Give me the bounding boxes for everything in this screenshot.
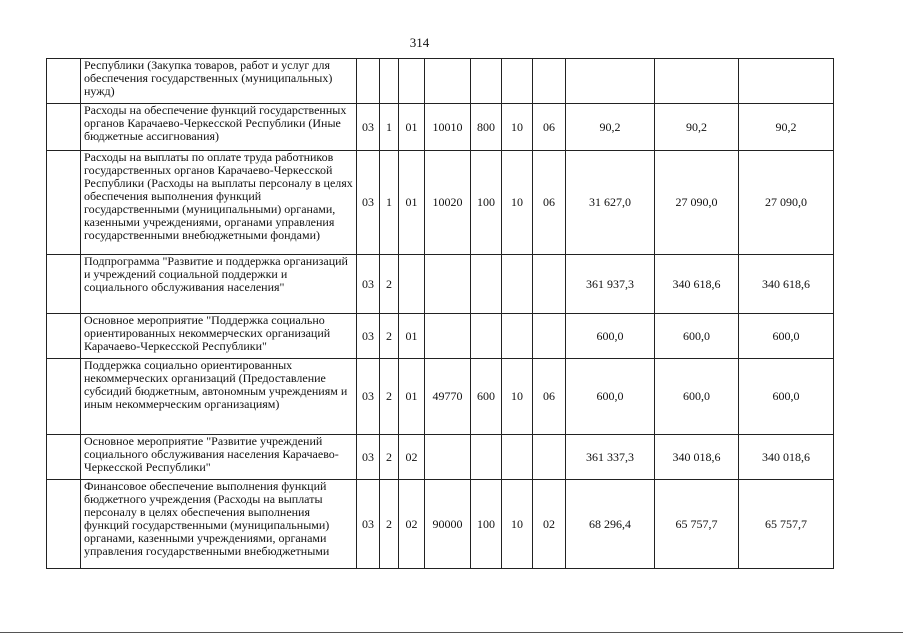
code-cell: 03 — [357, 480, 380, 569]
amount-cell: 600,0 — [566, 359, 655, 435]
description-cell: Подпрограмма "Развитие и поддержка организаций и учреждений социальной поддержки и социального обслуживания населения" — [81, 255, 357, 314]
code-cell — [471, 314, 502, 359]
table-row — [47, 255, 834, 314]
code-cell: 01 — [399, 104, 425, 151]
amount-cell: 90,2 — [566, 104, 655, 151]
page-bottom-edge — [0, 632, 903, 633]
amount-cell — [655, 59, 739, 104]
code-cell: 10 — [502, 104, 533, 151]
table-row — [47, 314, 834, 359]
code-cell — [399, 255, 425, 314]
code-cell: 1 — [380, 104, 399, 151]
code-cell — [502, 314, 533, 359]
code-cell: 2 — [380, 480, 399, 569]
code-cell — [502, 435, 533, 480]
code-cell: 06 — [533, 151, 566, 255]
code-cell — [471, 435, 502, 480]
code-cell — [471, 59, 502, 104]
amount-cell: 600,0 — [739, 314, 834, 359]
table-row — [47, 435, 834, 480]
number-cell — [47, 104, 81, 151]
code-cell: 10010 — [425, 104, 471, 151]
amount-cell — [566, 59, 655, 104]
amount-cell: 600,0 — [566, 314, 655, 359]
code-cell: 2 — [380, 359, 399, 435]
code-cell: 10 — [502, 151, 533, 255]
description-cell: Основное мероприятие "Развитие учреждений социального обслуживания населения Карачаево-Черкесской Республики" — [81, 435, 357, 480]
table-row — [47, 59, 834, 104]
code-cell — [380, 59, 399, 104]
amount-cell: 27 090,0 — [655, 151, 739, 255]
code-cell — [533, 314, 566, 359]
table-row — [47, 151, 834, 255]
code-cell: 100 — [471, 480, 502, 569]
code-cell: 01 — [399, 359, 425, 435]
code-cell — [502, 59, 533, 104]
page-number: 314 — [409, 35, 430, 50]
code-cell: 03 — [357, 314, 380, 359]
amount-cell: 340 018,6 — [655, 435, 739, 480]
description-cell: Расходы на обеспечение функций государственных органов Карачаево-Черкесской Республики (Иные бюджетные ассигнования) — [81, 104, 357, 151]
code-cell: 02 — [399, 435, 425, 480]
table-row — [47, 480, 834, 569]
code-cell: 2 — [380, 255, 399, 314]
code-cell: 03 — [357, 151, 380, 255]
amount-cell: 68 296,4 — [566, 480, 655, 569]
amount-cell — [739, 59, 834, 104]
code-cell: 10 — [502, 480, 533, 569]
amount-cell: 65 757,7 — [655, 480, 739, 569]
description-cell: Расходы на выплаты по оплате труда работников государственных органов Карачаево-Черкесской Республики (Расходы на выплаты персоналу в целях обеспечения выполнения функций государственными (муниципальными) органами, казенными учреждениями, органами управления государственными внебюджетными фондами) — [81, 151, 357, 255]
code-cell: 01 — [399, 314, 425, 359]
code-cell — [357, 59, 380, 104]
number-cell — [47, 480, 81, 569]
code-cell: 100 — [471, 151, 502, 255]
amount-cell: 90,2 — [655, 104, 739, 151]
amount-cell: 600,0 — [655, 314, 739, 359]
description-cell: Финансовое обеспечение выполнения функций бюджетного учреждения (Расходы на выплаты персоналу в целях обеспечения выполнения функций государственными (муниципальными) органами, казенными учреждениями, органами управления государственными внебюджетными — [81, 480, 357, 569]
code-cell — [425, 435, 471, 480]
code-cell — [425, 255, 471, 314]
code-cell: 01 — [399, 151, 425, 255]
code-cell: 49770 — [425, 359, 471, 435]
budget-table — [46, 58, 834, 569]
amount-cell: 340 018,6 — [739, 435, 834, 480]
amount-cell: 600,0 — [655, 359, 739, 435]
description-cell: Поддержка социально ориентированных некоммерческих организаций (Предоставление субсидий бюджетным, автономным учреждениям и иным некоммерческим организациям) — [81, 359, 357, 435]
amount-cell: 27 090,0 — [739, 151, 834, 255]
code-cell: 1 — [380, 151, 399, 255]
number-cell — [47, 314, 81, 359]
code-cell: 03 — [357, 104, 380, 151]
code-cell: 03 — [357, 435, 380, 480]
code-cell — [533, 255, 566, 314]
number-cell — [47, 359, 81, 435]
table-row — [47, 359, 834, 435]
code-cell: 03 — [357, 359, 380, 435]
number-cell — [47, 255, 81, 314]
number-cell — [47, 435, 81, 480]
code-cell — [502, 255, 533, 314]
code-cell: 02 — [533, 480, 566, 569]
number-cell — [47, 151, 81, 255]
code-cell: 06 — [533, 359, 566, 435]
code-cell: 2 — [380, 435, 399, 480]
code-cell: 06 — [533, 104, 566, 151]
code-cell: 03 — [357, 255, 380, 314]
amount-cell: 340 618,6 — [739, 255, 834, 314]
amount-cell: 361 937,3 — [566, 255, 655, 314]
amount-cell: 340 618,6 — [655, 255, 739, 314]
description-cell: Республики (Закупка товаров, работ и услуг для обеспечения государственных (муниципальных) нужд) — [81, 59, 357, 104]
code-cell — [425, 59, 471, 104]
table-row — [47, 104, 834, 151]
code-cell — [425, 314, 471, 359]
number-cell — [47, 59, 81, 104]
code-cell: 10 — [502, 359, 533, 435]
code-cell — [533, 59, 566, 104]
code-cell: 90000 — [425, 480, 471, 569]
description-cell: Основное мероприятие "Поддержка социально ориентированных некоммерческих организаций Карачаево-Черкесской Республики" — [81, 314, 357, 359]
code-cell — [399, 59, 425, 104]
code-cell: 600 — [471, 359, 502, 435]
code-cell: 2 — [380, 314, 399, 359]
code-cell: 10020 — [425, 151, 471, 255]
amount-cell: 31 627,0 — [566, 151, 655, 255]
amount-cell: 90,2 — [739, 104, 834, 151]
code-cell: 02 — [399, 480, 425, 569]
amount-cell: 65 757,7 — [739, 480, 834, 569]
code-cell — [471, 255, 502, 314]
code-cell: 800 — [471, 104, 502, 151]
amount-cell: 600,0 — [739, 359, 834, 435]
amount-cell: 361 337,3 — [566, 435, 655, 480]
code-cell — [533, 435, 566, 480]
